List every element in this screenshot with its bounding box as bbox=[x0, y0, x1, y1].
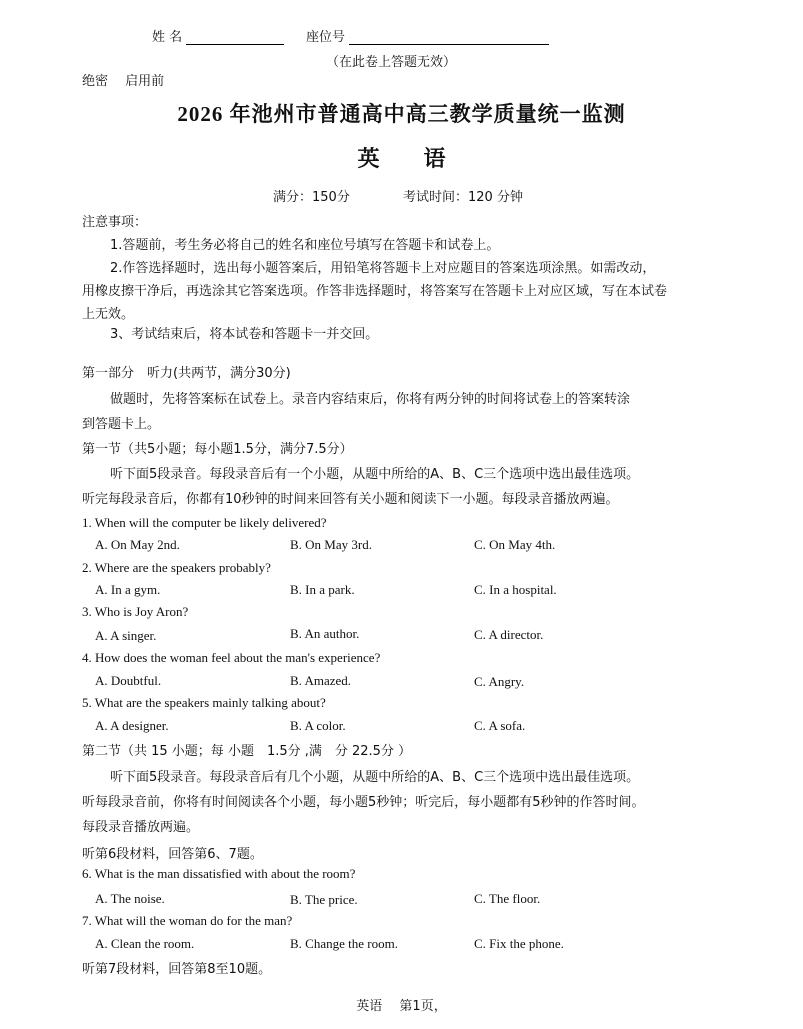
option-a: A. Doubtful. bbox=[95, 673, 162, 688]
part1-intro-a: 做题时，先将答案标在试卷上。录音内容结束后，你将有两分钟的时间将试卷上的答案转涂 bbox=[110, 392, 631, 407]
option-c: C. A sofa. bbox=[474, 718, 526, 733]
option-c: C. Angry. bbox=[474, 674, 525, 689]
secret-label: 绝密 启用前 bbox=[82, 74, 165, 89]
section2-instr-c: 每段录音播放两遍。 bbox=[82, 820, 200, 835]
option-c: C. Fix the phone. bbox=[474, 936, 564, 951]
name-label-row bbox=[152, 26, 284, 45]
exam-title: 2026 年池州市普通高中高三教学质量统一监测 bbox=[177, 102, 626, 126]
option-b: B. An author. bbox=[290, 626, 360, 641]
note-2a: 2.作答选择题时，选出每小题答案后，用铅笔将答题卡上对应题目的答案选项涂黑。如需改动， bbox=[110, 261, 656, 276]
question-text: 7. What will the woman do for the man? bbox=[82, 913, 293, 928]
option-c: C. A director. bbox=[474, 627, 544, 642]
option-b: B. Amazed. bbox=[290, 673, 352, 688]
name-label: 姓 名 bbox=[152, 30, 183, 45]
seat-blank bbox=[349, 30, 549, 45]
question-text: 5. What are the speakers mainly talking about? bbox=[82, 695, 326, 710]
section2-instr-b: 听每段录音前，你将有时间阅读各个小题，每小题5秒钟；听完后，每小题都有5秒钟的作答时间。 bbox=[82, 795, 645, 810]
section1-instr-b: 听完每段录音后，你都有10秒钟的时间来回答有关小题和阅读下一小题。每段录音播放两遍。 bbox=[82, 492, 619, 507]
option-b: B. A color. bbox=[290, 718, 346, 733]
question-text: 3. Who is Joy Aron? bbox=[82, 604, 189, 619]
option-a: A. The noise. bbox=[95, 891, 165, 906]
option-a: A. A singer. bbox=[95, 628, 157, 643]
section1-heading: 第一节（共5小题；每小题1.5分，满分7.5分） bbox=[82, 442, 353, 457]
option-a: A. On May 2nd. bbox=[95, 537, 180, 552]
notes-heading: 注意事项： bbox=[82, 215, 148, 230]
option-a: A. Clean the room. bbox=[95, 936, 195, 951]
material-6-instruction: 听第6段材料，回答第6、7题。 bbox=[82, 847, 263, 862]
name-blank bbox=[186, 30, 284, 45]
full-marks: 满分：150分 bbox=[273, 190, 350, 205]
subject-title: 英 语 bbox=[357, 146, 446, 171]
section2-instr-a: 听下面5段录音。每段录音后有几个小题，从题中所给的A、B、C三个选项中选出最佳选项。 bbox=[110, 770, 640, 785]
seat-label-row bbox=[306, 26, 549, 45]
section2-heading: 第二节（共 15 小题；每 小题 1.5分 ,满 分 22.5分 ） bbox=[82, 744, 412, 759]
note-1: 1.答题前，考生务必将自己的姓名和座位号填写在答题卡和试卷上。 bbox=[110, 238, 500, 253]
note-3: 3、考试结束后，将本试卷和答题卡一并交回。 bbox=[110, 327, 379, 342]
question-text: 1. When will the computer be likely delivered? bbox=[82, 515, 327, 530]
note-2c: 上无效。 bbox=[82, 307, 135, 322]
option-a: A. A designer. bbox=[95, 718, 169, 733]
section1-instr-a: 听下面5段录音。每段录音后有一个小题，从题中所给的A、B、C三个选项中选出最佳选项。 bbox=[110, 467, 640, 482]
question-text: 4. How does the woman feel about the man's experience? bbox=[82, 650, 381, 665]
note-2b: 用橡皮擦干净后，再选涂其它答案选项。作答非选择题时，将答案写在答题卡上对应区域，写在本试卷 bbox=[82, 284, 668, 299]
option-c: C. The floor. bbox=[474, 891, 541, 906]
page-footer: 英语 第1页， bbox=[356, 999, 447, 1014]
exam-time: 考试时间：120 分钟 bbox=[403, 190, 523, 205]
option-a: A. In a gym. bbox=[95, 582, 161, 597]
option-b: B. On May 3rd. bbox=[290, 537, 372, 552]
option-b: B. The price. bbox=[290, 892, 358, 907]
question-text: 2. Where are the speakers probably? bbox=[82, 560, 271, 575]
option-b: B. Change the room. bbox=[290, 936, 398, 951]
part1-intro-b: 到答题卡上。 bbox=[82, 417, 161, 432]
question-text: 6. What is the man dissatisfied with about the room? bbox=[82, 866, 356, 881]
part1-heading: 第一部分 听力(共两节，满分30分) bbox=[82, 366, 291, 381]
seat-label: 座位号 bbox=[306, 30, 346, 45]
option-c: C. On May 4th. bbox=[474, 537, 556, 552]
material-7-instruction: 听第7段材料，回答第8至10题。 bbox=[82, 962, 272, 977]
option-b: B. In a park. bbox=[290, 582, 355, 597]
option-c: C. In a hospital. bbox=[474, 582, 557, 597]
invalid-note: （在此卷上答题无效） bbox=[326, 55, 457, 70]
